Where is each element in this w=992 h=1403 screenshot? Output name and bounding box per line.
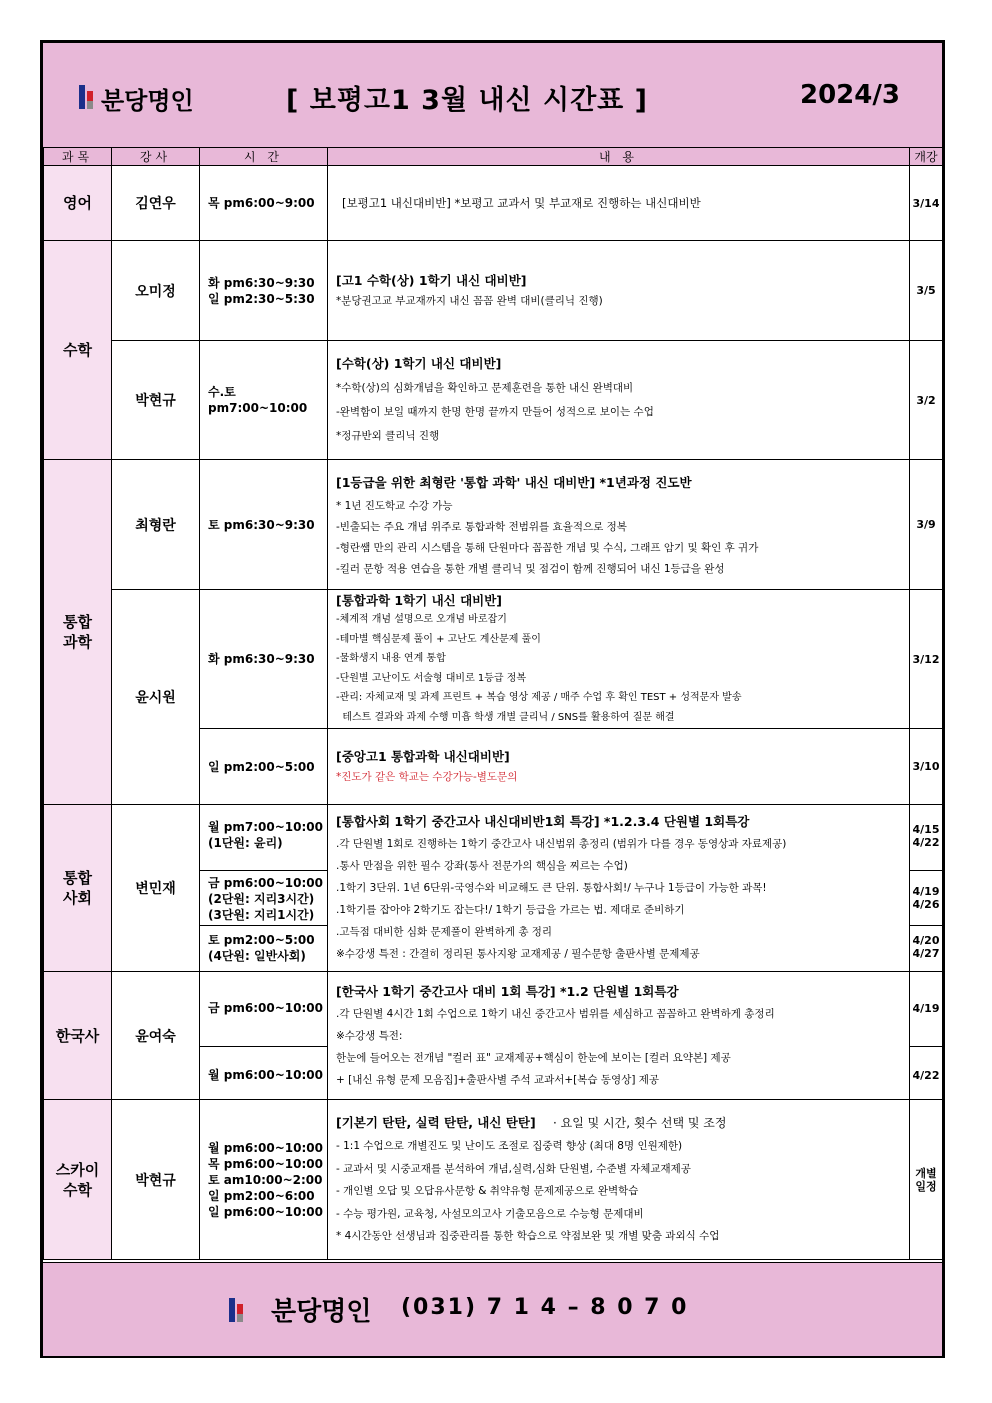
teacher-cell: 오미정: [112, 241, 200, 341]
start-date: 4/22: [912, 1069, 940, 1082]
course-heading: [통합사회 1학기 중간고사 내신대비반1회 특강] *1.2.3.4 단원별 1회특강: [336, 814, 750, 829]
start-date: 3/5: [916, 284, 936, 297]
course-heading: [1등급을 위한 최형란 '통합 과학' 내신 대비반] *1년과정 진도반: [336, 474, 692, 490]
subject-cell: 통합 과학: [44, 460, 112, 805]
brand-logo-icon: [229, 1298, 245, 1322]
content-cell: [328, 590, 910, 729]
start-date: 4/19: [912, 1002, 940, 1015]
course-line: ※수강생 특전:: [336, 1029, 403, 1042]
course-line: -테마별 핵심문제 풀이 + 고난도 계산문제 풀이: [336, 633, 541, 645]
course-line: - 1:1 수업으로 개별진도 및 난이도 조절로 집중력 향상 (최대 8명 인원제한): [336, 1140, 683, 1152]
start-date: 4/19: [912, 885, 940, 898]
time-cell: [200, 341, 328, 460]
column-header: 시 간: [200, 148, 328, 166]
header-banner: [43, 43, 942, 147]
time-block: [200, 972, 327, 1047]
course-heading-row: [336, 1112, 909, 1136]
time-cell: [200, 460, 328, 590]
start-date: 3/2: [916, 393, 936, 407]
time-block: [200, 871, 327, 926]
course-heading-note: · 요일 및 시간, 횟수 선택 및 조정: [553, 1115, 727, 1130]
time-line: 월 pm6:00~10:00: [208, 1140, 323, 1155]
schedule-table: [43, 147, 943, 1260]
course-line: -완벽함이 보일 때까지 한명 한명 끝까지 만들어 성적으로 보이는 수업: [336, 406, 654, 418]
start-date: 4/20: [912, 934, 940, 947]
start-date: 3/9: [916, 518, 936, 531]
course-line: + [내신 유형 문제 모음집]+출판사별 주석 교과서+[복습 동영상] 제공: [336, 1073, 660, 1086]
course-heading: [보평고1 내신대비반] *보평고 교과서 및 부교재로 진행하는 내신대비반: [342, 195, 701, 210]
course-line: - 수능 평가원, 교육청, 사설모의고사 기출모음으로 수능형 문제대비: [336, 1207, 644, 1220]
time-line: 화 pm6:30~9:30: [208, 275, 315, 290]
table-row: [44, 341, 943, 460]
start-date: 3/12: [912, 652, 940, 666]
course-line: -킬러 문항 적용 연습을 통한 개별 클리닉 및 점검이 함께 진행되어 내신 1등급을 완성: [336, 562, 725, 575]
start-date: 개별: [915, 1166, 937, 1180]
time-line: (2단원: 지리3시간): [208, 892, 315, 906]
table-row: [44, 460, 943, 590]
teacher-cell: 박현규: [112, 341, 200, 460]
time-line: 목 pm6:00~10:00: [208, 1156, 323, 1171]
time-cell: [200, 805, 328, 972]
start-date-cell: [910, 460, 943, 590]
brand-name: 분당명인: [101, 87, 194, 115]
course-line: -물화생지 내용 연계 통합: [336, 653, 446, 665]
table-row: [44, 805, 943, 972]
start-date: 4/26: [912, 898, 940, 911]
subject-cell: 수학: [44, 241, 112, 460]
phone-number: (031) 7 1 4 – 8 0 7 0: [401, 1295, 689, 1320]
page-title: [ 보평고1 3월 내신 시간표 ]: [286, 85, 648, 116]
time-line: 목 pm6:00~9:00: [208, 196, 315, 210]
start-date: 3/14: [912, 196, 940, 210]
teacher-cell: 윤시원: [112, 590, 200, 805]
start-block: [910, 871, 942, 926]
course-line: * 4시간동안 선생님과 집중관리를 통한 학습으로 약점보완 및 개별 맞춤 과외식 수업: [336, 1230, 720, 1242]
course-line: .각 단원별 1회로 진행하는 1학기 중간고사 내신범위 총정리 (범위가 다를 경우 동영상과 자료제공): [336, 838, 787, 850]
time-line: 금 pm6:00~10:00: [208, 876, 323, 890]
table-row: [44, 1100, 943, 1260]
teacher-cell: 김연우: [112, 166, 200, 241]
start-date: 4/22: [912, 836, 940, 849]
subject-cell: 통합 사회: [44, 805, 112, 972]
time-line: 금 pm6:00~10:00: [208, 1001, 323, 1015]
course-line: - 개인별 오답 및 오답유사문항 & 취약유형 문제제공으로 완벽학습: [336, 1185, 639, 1197]
time-line: pm7:00~10:00: [208, 401, 308, 415]
start-block: [910, 926, 942, 971]
course-heading: [통합과학 1학기 내신 대비반]: [336, 592, 503, 608]
content-cell: [328, 341, 910, 460]
time-block: [200, 1047, 327, 1099]
time-cell: [200, 1100, 328, 1260]
start-date: 일정: [915, 1179, 937, 1193]
table-row: [44, 590, 943, 729]
start-date-cell: [910, 166, 943, 241]
table-row: [44, 241, 943, 341]
start-date-cell: [910, 241, 943, 341]
content-cell: [328, 972, 910, 1100]
start-date: 4/15: [912, 823, 940, 836]
content-cell: [328, 241, 910, 341]
column-header: 개강: [910, 148, 943, 166]
time-cell: [200, 241, 328, 341]
start-date-cell: [910, 1100, 943, 1260]
subject-cell: 한국사: [44, 972, 112, 1100]
course-line: *분당권고교 부교재까지 내신 꼼꼼 완벽 대비(클리닉 진행): [336, 294, 603, 307]
table-header-row: [44, 148, 943, 166]
time-cell: [200, 729, 328, 805]
teacher-cell: 최형란: [112, 460, 200, 590]
course-line: .1학기를 잡아야 2학기도 잡는다!/ 1학기 등급을 가르는 법. 제대로 준비하기: [336, 904, 685, 916]
start-date: 3/10: [912, 760, 940, 773]
time-line: (1단원: 윤리): [208, 836, 283, 850]
course-line: - 교과서 및 시중교재를 분석하여 개념,실력,심화 단원별, 수준별 자체교재제공: [336, 1162, 691, 1175]
course-line: -체계적 개념 설명으로 오개념 바로잡기: [336, 614, 507, 626]
course-heading: [수학(상) 1학기 내신 대비반]: [336, 356, 502, 371]
start-block: [910, 1047, 942, 1099]
content-cell: [328, 729, 910, 805]
content-cell: [328, 166, 910, 241]
content-cell: [328, 1100, 910, 1260]
content-cell: [328, 805, 910, 972]
course-line: *진도가 같은 학교는 수강가능-별도문의: [336, 770, 518, 783]
start-date-cell: [910, 805, 943, 972]
time-line: 일 pm2:30~5:30: [208, 291, 315, 306]
time-line: 수.토: [208, 385, 236, 399]
start-date-cell: [910, 590, 943, 729]
time-block: [200, 805, 327, 871]
course-line: .각 단원별 4시간 1회 수업으로 1학기 내신 중간고사 범위를 세심하고 꼼꼼하고 완벽하게 총정리: [336, 1007, 775, 1020]
teacher-cell: 변민재: [112, 805, 200, 972]
course-heading: [중앙고1 통합과학 내신대비반]: [336, 748, 510, 764]
subject-cell: 스카이 수학: [44, 1100, 112, 1260]
time-line: 일 pm2:00~5:00: [208, 759, 315, 774]
course-line: 테스트 결과와 과제 수행 미흡 학생 개별 클리닉 / SNS를 활용하여 질문 해결: [336, 711, 675, 723]
course-line: * 1년 진도학교 수강 가능: [336, 499, 453, 512]
course-heading: [한국사 1학기 중간고사 대비 1회 특강] *1.2 단원별 1회특강: [336, 983, 679, 999]
date-label: 2024/3: [800, 80, 900, 110]
time-line: 월 pm7:00~10:00: [208, 820, 323, 834]
course-line: -형란쌤 만의 관리 시스템을 통해 단원마다 꼼꼼한 개념 및 수식, 그래프 암기 및 확인 후 귀가: [336, 541, 759, 554]
start-date: 4/27: [912, 947, 940, 960]
time-line: 토 pm2:00~5:00: [208, 933, 315, 947]
time-cell: [200, 972, 328, 1100]
course-line: -빈출되는 주요 개념 위주로 통합과학 전범위를 효율적으로 정복: [336, 520, 627, 533]
time-line: 토 am10:00~2:00: [208, 1172, 323, 1187]
brand-logo-icon: [79, 85, 95, 109]
start-block: [910, 805, 942, 871]
course-line: .1학기 3단위. 1년 6단위-국영수와 비교해도 큰 단위. 통합사회!/ 누구나 1등급이 가능한 과목!: [336, 882, 767, 894]
time-line: 일 pm2:00~6:00: [208, 1188, 315, 1203]
column-header: 내 용: [328, 148, 910, 166]
course-heading: [고1 수학(상) 1학기 내신 대비반]: [336, 272, 527, 288]
time-cell: [200, 590, 328, 729]
time-cell: [200, 166, 328, 241]
column-header: 강사: [112, 148, 200, 166]
course-line: .통사 만점을 위한 필수 강좌(통사 전문가의 핵심을 찌르는 수업): [336, 860, 628, 872]
course-line: *정규반외 클리닉 진행: [336, 430, 440, 442]
time-line: 월 pm6:00~10:00: [208, 1068, 323, 1082]
time-line: 화 pm6:30~9:30: [208, 652, 315, 666]
start-date-cell: [910, 729, 943, 805]
footer-banner: [43, 1262, 942, 1356]
teacher-cell: 박현규: [112, 1100, 200, 1260]
course-line: ※수강생 특전 : 간결히 정리된 통사지왕 교재제공 / 필수문항 출판사별 문제제공: [336, 948, 700, 960]
course-line: *수학(상)의 심화개념을 확인하고 문제훈련을 통한 내신 완벽대비: [336, 382, 634, 394]
table-row: [44, 166, 943, 241]
course-heading: [기본기 탄탄, 실력 탄탄, 내신 탄탄]: [336, 1114, 536, 1130]
table-row: [44, 972, 943, 1100]
time-line: (3단원: 지리1시간): [208, 908, 315, 922]
column-header: 과목: [44, 148, 112, 166]
footer-brand-name: 분당명인: [271, 1297, 372, 1327]
time-line: (4단원: 일반사회): [208, 949, 306, 963]
course-line: -단원별 고난이도 서술형 대비로 1등급 정복: [336, 672, 527, 684]
content-cell: [328, 460, 910, 590]
course-line: 한눈에 들어오는 전개념 "컬러 표" 교재제공+핵심이 한눈에 보이는 [컬러 요약본] 제공: [336, 1051, 731, 1064]
teacher-cell: 윤여숙: [112, 972, 200, 1100]
time-block: [200, 926, 327, 971]
subject-cell: 영어: [44, 166, 112, 241]
start-date-cell: [910, 341, 943, 460]
time-line: 토 pm6:30~9:30: [208, 517, 315, 532]
start-block: [910, 972, 942, 1047]
course-line: .고득점 대비한 심화 문제풀이 완벽하게 총 정리: [336, 926, 553, 938]
start-date-cell: [910, 972, 943, 1100]
time-line: 일 pm6:00~10:00: [208, 1204, 323, 1219]
course-line: -관리: 자체교재 및 과제 프린트 + 복습 영상 제공 / 매주 수업 후 확인 TEST + 성적문자 발송: [336, 692, 742, 704]
